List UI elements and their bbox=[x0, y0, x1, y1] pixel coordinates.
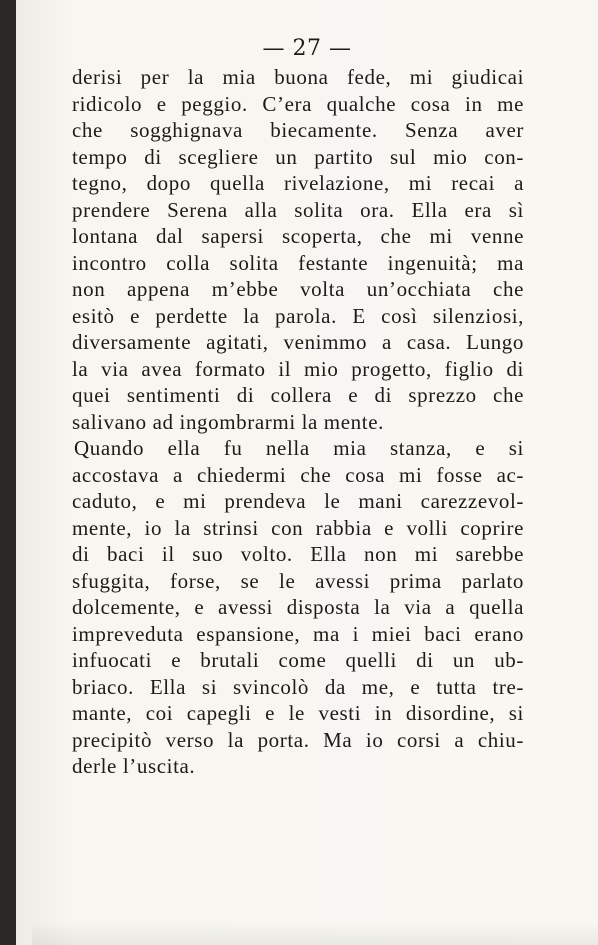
text-line: briaco. Ella si svincolò da me, e tutta tre- bbox=[72, 674, 524, 699]
text-line: prendere Serena alla solita ora. Ella era sì bbox=[72, 197, 524, 222]
text-line: tempo di scegliere un partito sul mio con- bbox=[72, 144, 524, 169]
text-line: Quando ella fu nella mia stanza, e si bbox=[74, 436, 524, 460]
text-line: quei sentimenti di collera e di sprezzo che bbox=[72, 383, 524, 407]
text-line: mente, io la strinsi con rabbia e volli coprire bbox=[72, 515, 524, 540]
body-text bbox=[72, 64, 524, 780]
text-line: lontana dal sapersi scoperta, che mi venne bbox=[72, 224, 524, 248]
page-number: — 27 — bbox=[262, 36, 352, 61]
text-line: accostava a chiedermi che cosa mi fosse ac- bbox=[72, 462, 524, 487]
text-line: impreveduta espansione, ma i miei baci erano bbox=[72, 621, 524, 646]
text-line: dolcemente, e avessi disposta la via a quella bbox=[72, 595, 524, 619]
text-line: diversamente agitati, venimmo a casa. Lungo bbox=[72, 330, 524, 354]
text-line: non appena m’ebbe volta un’occhiata che bbox=[72, 277, 524, 301]
text-line: la via avea formato il mio progetto, figlio di bbox=[72, 356, 524, 381]
text-line: sfuggita, forse, se le avessi prima parlato bbox=[72, 568, 524, 593]
text-line: salivano ad ingombrarmi la mente. bbox=[72, 409, 384, 434]
text-line: mante, coi capegli e le vesti in disordine, si bbox=[72, 701, 524, 725]
text-line: derle l’uscita. bbox=[72, 754, 196, 778]
text-line: ridicolo e peggio. C’era qualche cosa in me bbox=[72, 91, 524, 116]
text-line: caduto, e mi prendeva le mani carezzevol- bbox=[72, 489, 524, 513]
text-line: esitò e perdette la parola. E così silenziosi, bbox=[72, 303, 524, 328]
text-line: di baci il suo volto. Ella non mi sarebbe bbox=[72, 542, 524, 566]
text-line: incontro colla solita festante ingenuità; ma bbox=[72, 250, 524, 275]
text-line: infuocati e brutali come quelli di un ub- bbox=[72, 648, 524, 672]
text-line: precipitò verso la porta. Ma io corsi a chiu- bbox=[72, 727, 524, 752]
text-line: derisi per la mia buona fede, mi giudicai bbox=[72, 65, 524, 89]
page-bottom-edge bbox=[32, 921, 598, 945]
text-line: che sogghignava biecamente. Senza aver bbox=[72, 118, 524, 142]
text-line: tegno, dopo quella rivelazione, mi recai a bbox=[72, 171, 524, 195]
